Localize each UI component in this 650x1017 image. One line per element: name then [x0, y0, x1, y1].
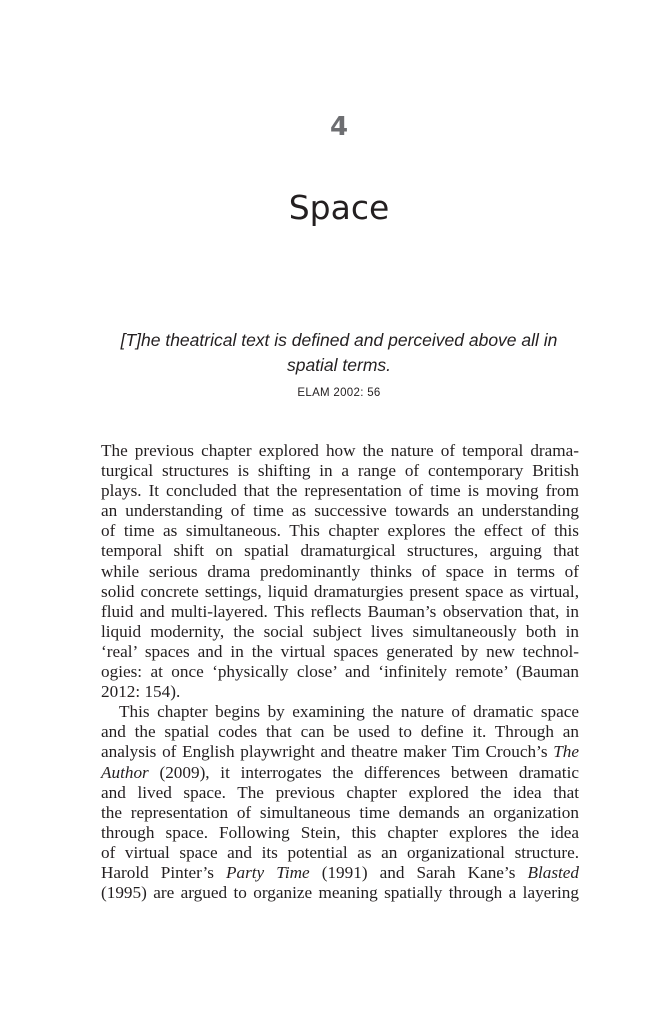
- paragraph-line: of time as simultaneous. This chapter explores the effect of this: [101, 521, 579, 541]
- paragraph-line: liquid modernity, the social subject lives simultaneously both in: [101, 621, 579, 641]
- paragraph-line: (1995) are argued to organize meaning spatially through a layering: [101, 883, 579, 903]
- epigraph-source: ELAM 2002: 56: [297, 387, 381, 399]
- paragraph-line: 2012: 154).: [101, 682, 181, 702]
- paragraph-line: temporal shift on spatial dramaturgical structures, arguing that: [101, 541, 579, 561]
- chapter-number: 4: [329, 112, 349, 142]
- paragraph-line: plays. It concluded that the representation of time is moving from: [101, 481, 579, 501]
- paragraph-line: an understanding of time as successive towards an understanding: [101, 501, 579, 521]
- paragraph-line: through space. Following Stein, this chapter explores the idea: [101, 822, 579, 842]
- paragraph-line: The previous chapter explored how the nature of temporal drama-: [101, 441, 579, 460]
- paragraph-line: solid concrete settings, liquid dramaturgies present space as virtual,: [101, 581, 579, 601]
- play-title: Party Time: [226, 862, 310, 882]
- epigraph-quote: [T]he theatrical text is defined and perceived above all in spatial terms.: [120, 330, 558, 375]
- paragraph-line: [101, 863, 579, 883]
- paragraph-line: and lived space. The previous chapter explored the idea that: [101, 782, 579, 802]
- line-text: Harold Pinter’s: [101, 862, 214, 882]
- line-text: analysis of English playwright and theatre maker Tim Crouch’s: [101, 742, 548, 762]
- paragraph-line: fluid and multi-layered. This reflects Bauman’s observation that, in: [101, 601, 579, 621]
- paragraph-1: [101, 441, 579, 702]
- play-title: Author: [101, 762, 149, 782]
- paragraph-line: [101, 742, 579, 762]
- paragraph-line: ogies: at once ‘physically close’ and ‘infinitely remote’ (Bauman: [101, 662, 579, 682]
- paragraph-line: turgical structures is shifting in a range of contemporary British: [101, 461, 579, 481]
- paragraph-line: of virtual space and its potential as an organizational structure.: [101, 842, 579, 862]
- paragraph-line: This chapter begins by examining the nature of dramatic space: [119, 702, 579, 722]
- chapter-title: Space: [288, 188, 390, 227]
- paragraph-line: and the spatial codes that can be used to define it. Through an: [101, 722, 579, 742]
- paragraph-line: while serious drama predominantly thinks of space in terms of: [101, 561, 579, 581]
- paragraph-line: ‘real’ spaces and in the virtual spaces generated by new technol-: [101, 641, 579, 661]
- paragraph-line: the representation of simultaneous time demands an organization: [101, 802, 579, 822]
- line-text: (1991) and Sarah Kane’s: [321, 862, 516, 882]
- play-title: Blasted: [527, 862, 580, 882]
- paragraph-line: [101, 763, 579, 783]
- play-title: The: [553, 742, 580, 762]
- line-text: (2009), it interrogates the differences between dramatic: [159, 762, 579, 782]
- paragraph-2: [101, 702, 579, 903]
- body-text: [101, 441, 579, 903]
